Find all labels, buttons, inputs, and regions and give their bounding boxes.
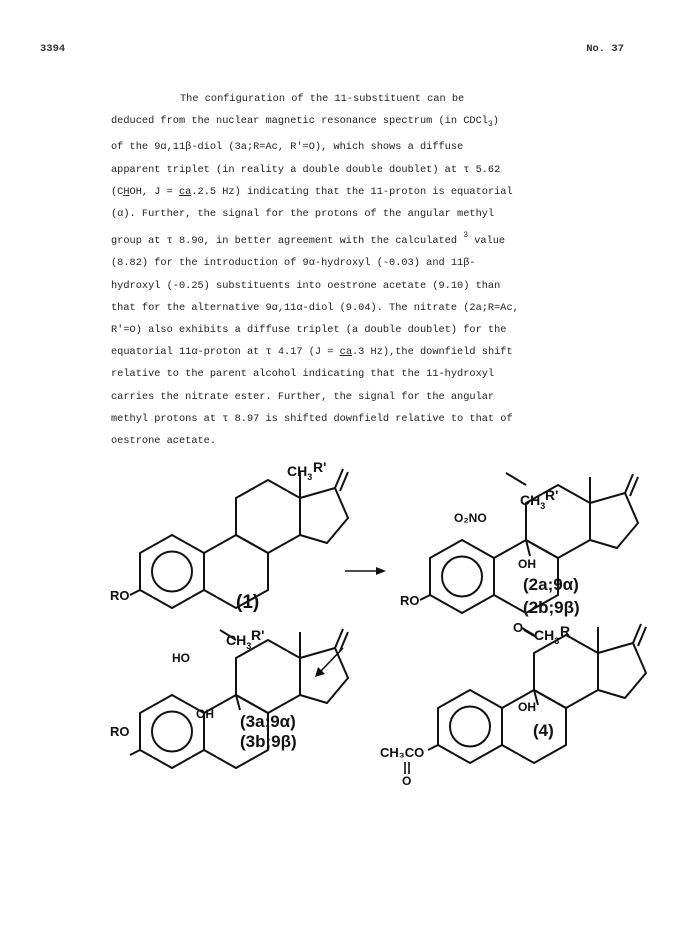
ho-label: HO [172, 651, 190, 665]
methyl-label: $CH_3$ [287, 463, 313, 482]
journal-issue: No. 37 [586, 43, 624, 55]
text-line: (8.82) for the introduction of 9α-hydroxyl (-0.03) and 11β- [111, 257, 476, 270]
text-line: that for the alternative 9α,11α-diol (9.04). The nitrate (2a;R=Ac, [111, 301, 519, 314]
oh-label: OH [518, 700, 536, 714]
compound-label-3a: (3a;9α) [240, 712, 296, 731]
reaction-arrow-right [345, 567, 386, 575]
methyl-label: $CH_3$ [520, 492, 546, 511]
text-line: R'=O) also exhibits a diffuse triplet (a double doublet) for the [111, 324, 507, 337]
compound-label-2b: (2b;9β) [523, 598, 580, 617]
text-line: group at τ 8.90, in better agreement with the calculated $^3$ value [111, 231, 506, 248]
acyl-label: CH₃CO [380, 745, 425, 760]
structure-2 [400, 473, 638, 617]
ester-oxygen-label: O [402, 774, 412, 788]
text-line: equatorial 11α-proton at τ 4.17 (J = ca.3 Hz),the downfield shift [111, 346, 513, 359]
rprime-label: R' [313, 459, 327, 475]
compound-label-3b: (3b;9β) [240, 732, 297, 751]
text-line: (CHOH, J = ca.2.5 Hz) indicating that the 11-proton is equatorial [111, 185, 513, 198]
structure-3 [110, 627, 348, 768]
text-line: apparent triplet (in reality a double double doublet) at τ 5.62 [111, 163, 501, 176]
text-line: (α). Further, the signal for the protons of the angular methyl [111, 208, 495, 221]
compound-label-2a: (2a;9α) [523, 575, 579, 594]
structure-1 [110, 459, 348, 613]
methyl-label: $CH_3$ [534, 627, 560, 646]
oh-label: OH [196, 707, 214, 721]
text-line: oestrone acetate. [111, 435, 217, 448]
ro-label: RO [400, 593, 420, 608]
compound-label-1: (1) [236, 592, 260, 613]
compound-label-4: (4) [533, 721, 554, 740]
text-line: hydroxyl (-0.25) substituents into oestrone acetate (9.10) than [111, 279, 501, 292]
page-number: 3394 [40, 43, 66, 55]
text-line: The configuration of the 11-substituent can be [180, 93, 465, 105]
text-line: carries the nitrate ester. Further, the signal for the angular [111, 390, 495, 403]
text-line: methyl protons at τ 8.97 is shifted downfield relative to that of [111, 412, 513, 425]
rprime-label: R' [251, 627, 265, 643]
text-line: relative to the parent alcohol indicating that the 11-hydroxyl [111, 368, 495, 381]
ro-label: RO [110, 588, 130, 603]
text-line: deduced from the nuclear magnetic resonance spectrum (in CDCl$_3$) [111, 115, 499, 130]
methyl-label: $CH_3$ [226, 632, 252, 651]
structure-4 [380, 620, 646, 788]
text-line: of the 9α,11β-diol (3a;R=Ac, R'=O), which shows a diffuse [111, 141, 464, 154]
ketone-oxygen-label: O [513, 620, 524, 635]
oh-label: OH [518, 557, 536, 571]
r-label: R [560, 623, 571, 639]
ro-label: RO [110, 724, 130, 739]
nitrate-label: O₂NO [454, 511, 487, 525]
rprime-label: R' [545, 487, 559, 503]
